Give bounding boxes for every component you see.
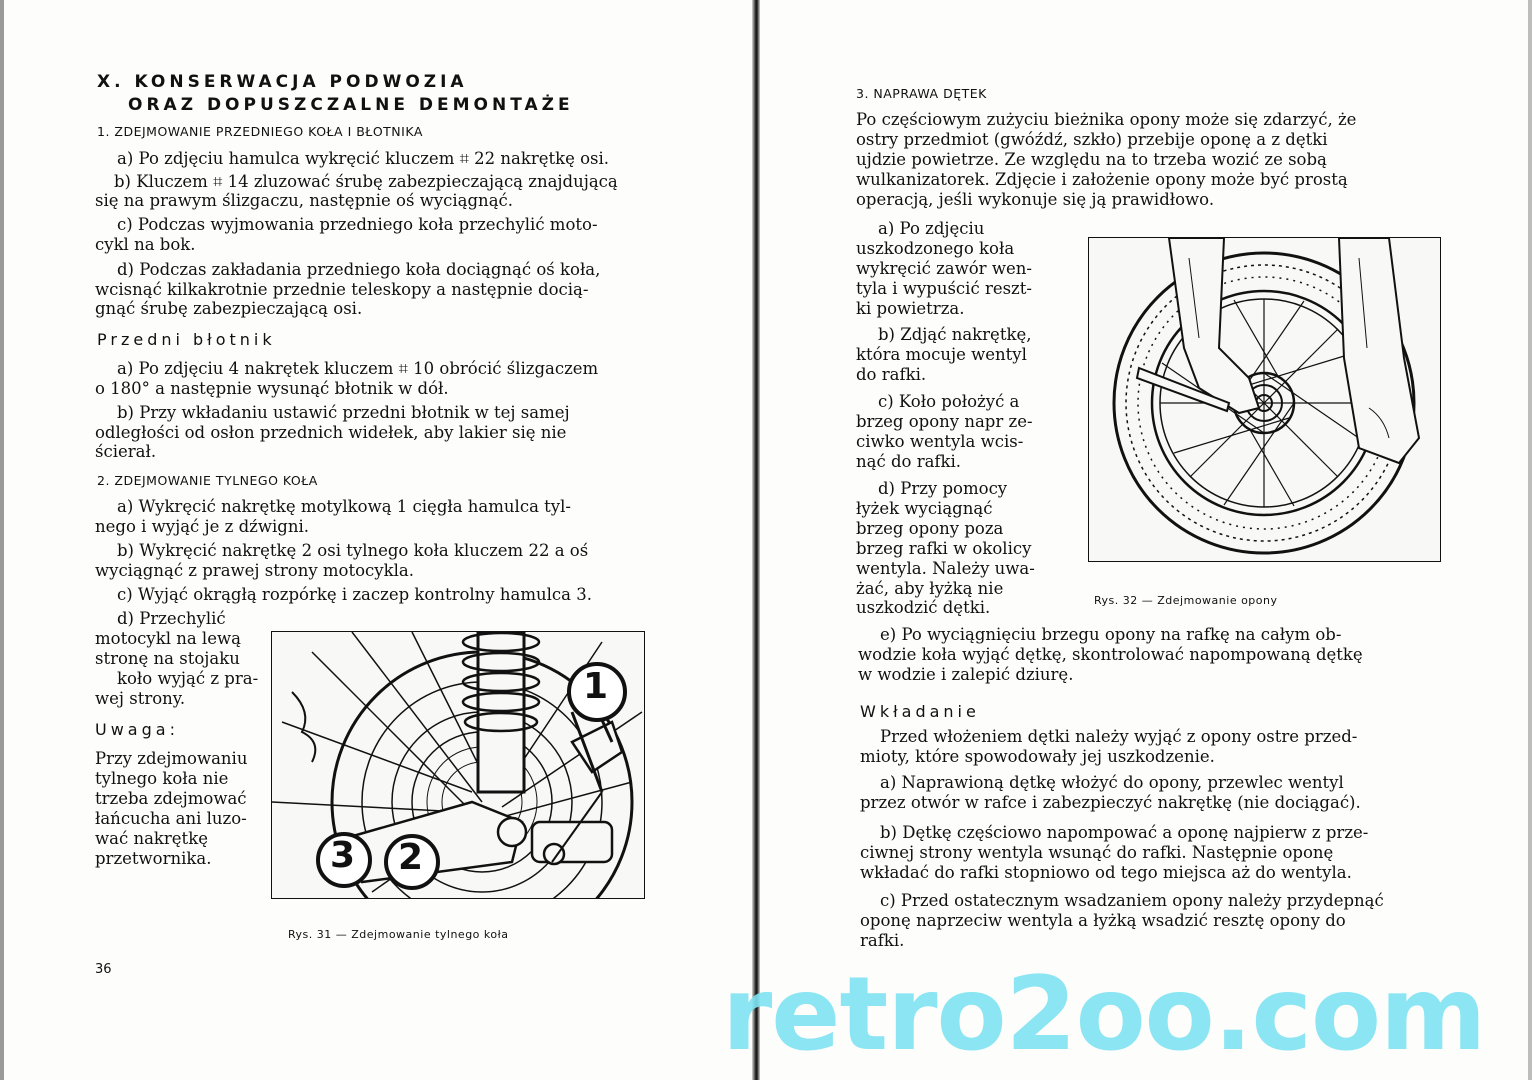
paragraph-line: Przed włożeniem dętki należy wyjąć z opony ostre przed- [880, 727, 1358, 746]
figure-rear-wheel-removal [271, 631, 645, 899]
paragraph-line: ostry przedmiot (gwóźdź, szkło) przebije oponę a z dętki [856, 130, 1328, 149]
page-number: 36 [95, 962, 112, 977]
callout-label-1: 1 [583, 666, 609, 707]
paragraph-line: ujdzie powietrze. Ze względu na to trzeba wozić ze sobą [856, 150, 1327, 169]
subheading-insertion: Wkładanie [860, 702, 980, 721]
paragraph-line: wyciągnąć z prawej strony motocykla. [95, 561, 414, 580]
step-line: łyżek wyciągnąć [856, 499, 993, 518]
callout-label-3: 3 [330, 835, 356, 876]
paragraph-line: b) Wykręcić nakrętkę 2 osi tylnego koła kluczem 22 a oś [117, 541, 589, 560]
step-line: d) Przy pomocy [878, 479, 1008, 498]
note-line: przetwornika. [95, 849, 212, 868]
paragraph-line: b) Kluczem ⌗ 14 zluzować śrubę zabezpieczającą znajdującą [114, 172, 618, 191]
figure-tire-removal [1088, 237, 1441, 562]
paragraph-line: motocykl na lewą [95, 629, 241, 648]
tire-removal-illustration [1089, 238, 1440, 561]
figure-32-caption: Rys. 32 — Zdejmowanie opony [1094, 594, 1278, 607]
paragraph-line: stronę na stojaku [95, 649, 240, 668]
paragraph-line: się na prawym ślizgaczu, następnie oś wyciągnąć. [95, 191, 514, 210]
note-line: wać nakrętkę [95, 829, 208, 848]
section-heading-tube-repair: 3. NAPRAWA DĘTEK [856, 86, 987, 101]
right-page [760, 0, 1532, 1080]
paragraph-line: a) Naprawioną dętkę włożyć do opony, przewlec wentyl [880, 773, 1344, 792]
paragraph-line: c) Wyjąć okrągłą rozpórkę i zaczep kontrolny hamulca 3. [117, 585, 592, 604]
paragraph-line: ścierał. [95, 442, 157, 461]
paragraph-line: mioty, które spowodowały jej uszkodzenie. [860, 747, 1215, 766]
step-line: nąć do rafki. [856, 452, 962, 471]
note-line: tylnego koła nie [95, 769, 229, 788]
paragraph-line: ciwnej strony wentyla wsunąć do rafki. Następnie oponę [860, 843, 1334, 862]
step-line: uszkodzić dętki. [856, 598, 991, 617]
paragraph-line: rafki. [860, 931, 905, 950]
step-line: ciwko wentyla wcis- [856, 432, 1024, 451]
paragraph-line: wej strony. [95, 689, 186, 708]
paragraph-line: cykl na bok. [95, 235, 196, 254]
step-line: która mocuje wentyl [856, 345, 1027, 364]
note-line: Przy zdejmowaniu [95, 749, 248, 768]
step-line: wentyla. Należy uwa- [856, 559, 1035, 578]
step-line: b) Zdjąć nakrętkę, [878, 325, 1032, 344]
paragraph-line: b) Dętkę częściowo napompować a oponę najpierw z prze- [880, 823, 1369, 842]
paragraph-line: d) Przechylić [117, 609, 226, 628]
paragraph-line: e) Po wyciągnięciu brzegu opony na rafkę na całym ob- [880, 625, 1342, 644]
paragraph-line: c) Przed ostatecznym wsadzaniem opony należy przydepnąć [880, 891, 1384, 910]
step-line: do rafki. [856, 365, 927, 384]
paragraph-line: b) Przy wkładaniu ustawić przedni błotnik w tej samej [117, 403, 570, 422]
section-heading-front-wheel: 1. ZDEJMOWANIE PRZEDNIEGO KOŁA I BŁOTNIKA [97, 124, 423, 139]
watermark-retro2oo: retro2oo.com [722, 955, 1486, 1074]
step-line: c) Koło położyć a [878, 392, 1020, 411]
step-line: wykręcić zawór wen- [856, 259, 1032, 278]
paragraph-line: w wodzie i zalepić dziurę. [858, 665, 1074, 684]
step-line: a) Po zdjęciu [878, 219, 985, 238]
left-page [0, 0, 752, 1080]
paragraph-line: a) Po zdjęciu 4 nakrętek kluczem ⌗ 10 obrócić ślizgaczem [117, 359, 599, 378]
paragraph-line: operacją, jeśli wykonuje się ją prawidłowo. [856, 190, 1215, 209]
paragraph-line: przez otwór w rafce i zabezpieczyć nakrętkę (nie dociągać). [860, 793, 1361, 812]
chapter-title-line1: X. KONSERWACJA PODWOZIA [97, 72, 468, 92]
figure-31-caption: Rys. 31 — Zdejmowanie tylnego koła [288, 928, 509, 941]
subheading-note: Uwaga: [95, 720, 179, 739]
chapter-title-line2: ORAZ DOPUSZCZALNE DEMONTAŻE [128, 95, 574, 115]
paragraph-line: odległości od osłon przednich widełek, aby lakier się nie [95, 423, 567, 442]
step-line: ki powietrza. [856, 299, 965, 318]
step-line: żać, aby łyżką nie [856, 579, 1004, 598]
paragraph-line: o 180° a następnie wysunąć błotnik w dół. [95, 379, 449, 398]
paragraph-line: oponę naprzeciw wentyla a łyżką wsadzić resztę opony do [860, 911, 1346, 930]
paragraph-line: koło wyjąć z pra- [117, 669, 259, 688]
paragraph-line: c) Podczas wyjmowania przedniego koła przechylić moto- [117, 215, 598, 234]
paragraph-line: wulkanizatorek. Zdjęcie i założenie opony może być prostą [856, 170, 1348, 189]
step-line: brzeg opony napr ze- [856, 412, 1033, 431]
paragraph-line: a) Wykręcić nakrętkę motylkową 1 cięgła hamulca tyl- [117, 497, 571, 516]
paragraph-line: wodzie koła wyjąć dętkę, skontrolować napompowaną dętkę [858, 645, 1363, 664]
paragraph-line: wcisnąć kilkakrotnie przednie teleskopy a następnie docią- [95, 280, 589, 299]
step-line: tyla i wypuścić reszt- [856, 279, 1032, 298]
paragraph-line: gnąć śrubę zabezpieczającą osi. [95, 299, 363, 318]
step-line: uszkodzonego koła [856, 239, 1015, 258]
note-line: trzeba zdejmować [95, 789, 247, 808]
paragraph-line: d) Podczas zakładania przedniego koła dociągnąć oś koła, [117, 260, 601, 279]
callout-label-2: 2 [398, 837, 424, 878]
book-spine [752, 0, 760, 1080]
paragraph-line: a) Po zdjęciu hamulca wykręcić kluczem ⌗ 22 nakrętkę osi. [117, 149, 610, 168]
step-line: brzeg opony poza [856, 519, 1004, 538]
paragraph-line: wkładać do rafki stopniowo od tego miejsca aż do wentyla. [860, 863, 1352, 882]
section-heading-rear-wheel: 2. ZDEJMOWANIE TYLNEGO KOŁA [97, 473, 318, 488]
paragraph-line: Po częściowym zużyciu bieżnika opony może się zdarzyć, że [856, 110, 1357, 129]
subheading-front-fender: Przedni błotnik [97, 330, 276, 349]
note-line: łańcucha ani luzo- [95, 809, 247, 828]
step-line: brzeg rafki w okolicy [856, 539, 1032, 558]
paragraph-line: nego i wyjąć je z dźwigni. [95, 517, 309, 536]
